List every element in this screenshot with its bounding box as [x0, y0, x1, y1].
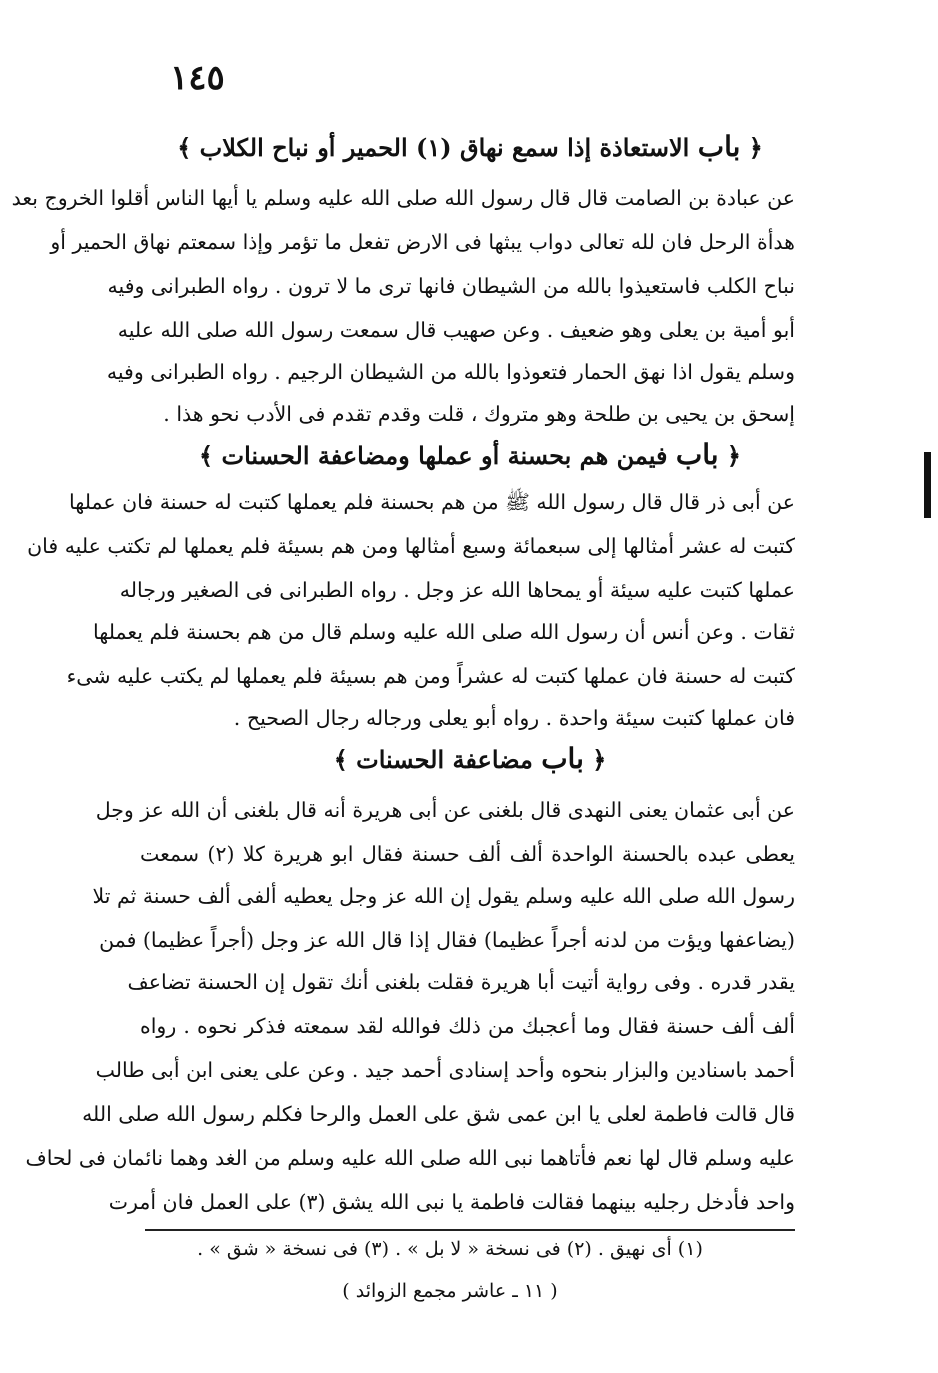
text-line: قال قالت فاطمة لعلى يا ابن عمى شق على العمل والرحا فكلم رسول الله صلى الله — [82, 1102, 795, 1126]
text-line: عملها كتبت عليه سيئة أو يمحاها الله عز وجل . رواه الطبرانى فى الصغير ورجاله — [119, 578, 795, 602]
text-line: عن أبى ذر قال قال رسول الله ﷺ من هم بحسنة فلم يعملها كتبت له حسنة فان عملها — [69, 490, 795, 514]
text-line: عن أبى عثمان يعنى النهدى قال بلغنى عن أبى هريرة أنه قال بلغنى أن الله عز وجل — [95, 798, 795, 822]
section-heading — [150, 438, 790, 471]
text-line: كتبت له عشر أمثالها إلى سبعمائة وسبع أمثالها ومن هم بسيئة فلم يعملها لم تكتب عليه فان — [27, 534, 795, 558]
heading-open-bracket: ﴿ — [726, 441, 741, 470]
footnotes: (١) أى نهيق . (٢) فى نسخة « لا بل » . (٣) فى نسخة « شق » . — [197, 1238, 703, 1260]
heading-title: مضاعفة الحسنات — [356, 745, 533, 774]
heading-open-bracket: ﴿ — [748, 133, 763, 162]
footnote-divider — [145, 1229, 795, 1231]
text-line: ثقات . وعن أنس أن رسول الله صلى الله عليه وسلم قال من هم بحسنة فلم يعملها — [93, 620, 795, 644]
text-line: (يضاعفها ويؤت من لدنه أجراً عظيما) فقال إذا قال الله عز وجل (أجراً عظيما) فمن — [99, 928, 795, 952]
heading-title: الاستعاذة إذا سمع نهاق (١) الحمير أو نباح الكلاب — [199, 133, 690, 162]
text-line: يعطى عبده بالحسنة الواحدة ألف ألف حسنة فقال ابو هريرة كلا (٢) سمعت — [140, 842, 796, 866]
text-line: يقدر قدره . وفى رواية أتيت أبا هريرة فقلت بلغنى أنك تقول إن الحسنة تضاعف — [127, 970, 795, 994]
heading-open-bracket: ﴿ — [592, 745, 607, 774]
text-line: واحد فأدخل رجليه بينهما فقالت فاطمة يا نبى الله يشق (٣) على العمل فان أمرت — [108, 1190, 795, 1214]
heading-title: فيمن هم بحسنة أو عملها ومضاعفة الحسنات — [221, 441, 668, 470]
heading-close-bracket: ﴾ — [177, 133, 192, 162]
text-line: إسحق بن يحيى بن طلحة وهو متروك ، قلت وقدم تقدم فى الأدب نحو هذا . — [163, 402, 795, 426]
signature-line: ( ١١ ـ عاشر مجمع الزوائد ) — [342, 1280, 558, 1302]
heading-bab-label: باب — [675, 438, 719, 471]
heading-close-bracket: ﴾ — [199, 441, 214, 470]
text-line: ألف ألف حسنة فقال وما أعجبك من ذلك فوالله لقد سمعته فذكر نحوه . رواه — [140, 1014, 795, 1038]
text-line: عن عبادة بن الصامت قال قال رسول الله صلى الله عليه وسلم يا أيها الناس أقلوا الخروج بعد — [11, 186, 795, 210]
text-line: فان عملها كتبت سيئة واحدة . رواه أبو يعلى ورجاله رجال الصحيح . — [233, 706, 795, 730]
text-line: أحمد باسنادين والبزار بنحوه وأحد إسنادى أحمد جيد . وعن على يعنى ابن أبى طالب — [95, 1058, 795, 1082]
heading-close-bracket: ﴾ — [333, 745, 348, 774]
text-line: رسول الله صلى الله عليه وسلم يقول إن الله عز وجل يعطيه ألفى ألف حسنة ثم تلا — [92, 884, 795, 908]
margin-mark — [924, 452, 931, 518]
text-line: أبو أمية بن يعلى وهو ضعيف . وعن صهيب قال سمعت رسول الله صلى الله عليه — [117, 318, 795, 342]
page-number: ١٤٥ — [170, 58, 225, 98]
text-line: كتبت له حسنة فان عملها كتبت له عشراً ومن هم بسيئة فلم يعملها لم يكتب عليه شىء — [66, 664, 795, 688]
text-line: عليه وسلم قال لها نعم فأتاهما نبى الله صلى الله عليه وسلم من الغد وهما نائمان فى لحاف — [25, 1146, 795, 1170]
section-heading — [150, 742, 790, 775]
text-line: نباح الكلب فاستعيذوا بالله من الشيطان فانها ترى ما لا ترون . رواه الطبرانى وفيه — [107, 274, 795, 298]
text-line: هدأة الرحل فان لله تعالى دواب يبثها فى الارض تفعل ما تؤمر وإذا سمعتم نهاق الحمير أو — [50, 230, 795, 254]
heading-bab-label: باب — [541, 742, 584, 775]
text-line: وسلم يقول اذا نهق الحمار فتعوذوا بالله من الشيطان الرجيم . رواه الطبرانى وفيه — [106, 360, 795, 384]
heading-bab-label: باب — [697, 130, 741, 163]
section-heading — [150, 130, 790, 163]
